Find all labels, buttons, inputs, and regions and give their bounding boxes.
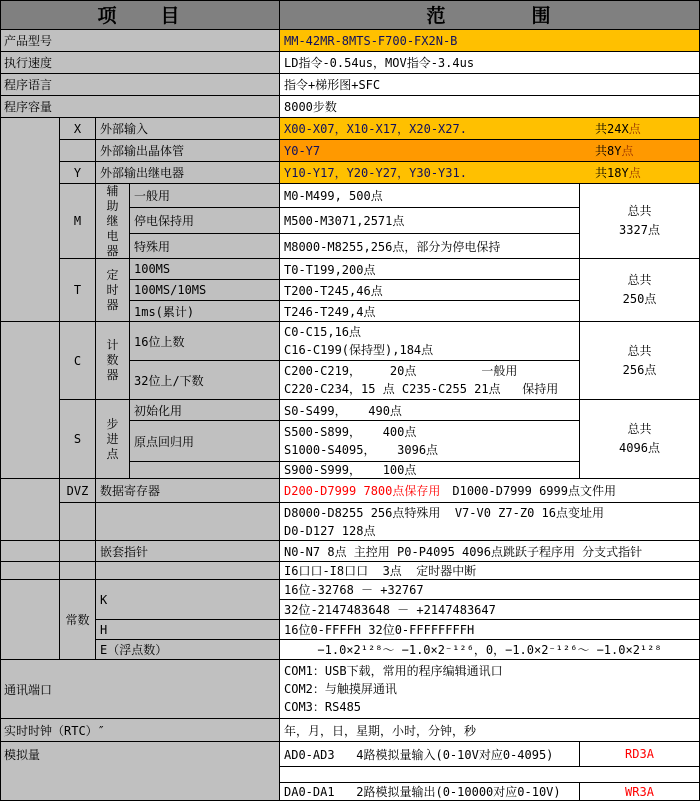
s-total: 总共 4096点 — [580, 400, 700, 479]
dvz-spacer-letter — [60, 503, 96, 541]
io-yt-count: 共8Y 点 — [595, 144, 634, 158]
dvz-label: 数据寄存器 — [96, 479, 280, 503]
io-x-label: 外部输入 — [96, 118, 280, 140]
s-row-1-value: S500-S899， 400点 S1000-S4095， 3096点 — [280, 421, 580, 462]
s-letter: S — [60, 400, 96, 479]
analog-ad-tag: RD3A — [580, 742, 700, 767]
program-capacity-value: 8000步数 — [280, 96, 700, 118]
m-vertical-label: 辅助继电器 — [106, 184, 119, 258]
m-vertical-label-cell — [96, 184, 130, 259]
s-row-1-label: 原点回归用 — [130, 421, 280, 462]
t-vertical-label: 定时器 — [106, 267, 119, 312]
t-vertical-label-cell — [96, 259, 130, 322]
constants-k-line2: 32位-2147483648 － +2147483647 — [280, 600, 700, 620]
pointer-label: 嵌套指针 — [96, 541, 280, 562]
spacer-col-f — [0, 580, 60, 660]
constants-k-line1: 16位-32768 － +32767 — [280, 580, 700, 600]
constants-h-value: 16位0-FFFFH 32位0-FFFFFFFFH — [280, 620, 700, 640]
m-total: 总共 3327点 — [580, 184, 700, 259]
program-language-value: 指令+梯形图+SFC — [280, 74, 700, 96]
io-x-value: X00-X07，X10-X17，X20-X27. — [284, 122, 467, 136]
io-y-letter: Y — [60, 162, 96, 184]
s-row-2-value: S900-S999， 100点 — [280, 462, 580, 479]
io-x-count: 共24X 点 — [595, 122, 641, 136]
analog-da-tag: WR3A — [580, 783, 700, 801]
io-x-value-cell — [280, 118, 700, 140]
rtc-value: 年，月，日，星期，小时，分钟，秒 — [280, 719, 700, 742]
io-y-label: 外部输出继电器 — [96, 162, 280, 184]
pointer-spacer-2 — [96, 562, 280, 580]
c-row-1-label: 32位上/下数 — [130, 361, 280, 400]
pointer-row-1-value: I6口口-I8口口 3点 定时器中断 — [280, 562, 700, 580]
t-row-1-value: T200-T245,46点 — [280, 280, 580, 301]
comm-value: COM1：USB下载，常用的程序编辑通讯口 COM2：与触摸屏通讯 COM3：RS485 — [280, 660, 700, 719]
spacer-col-b — [0, 322, 60, 479]
dvz-letter: DVZ — [60, 479, 96, 503]
program-language-label: 程序语言 — [0, 74, 280, 96]
analog-label: 模拟量 — [0, 742, 280, 801]
comm-label: 通讯端口 — [0, 660, 280, 719]
c-row-0-label: 16位上数 — [130, 322, 280, 361]
pointer-spacer-0 — [60, 541, 96, 562]
m-row-1-value: M500-M3071,2571点 — [280, 208, 580, 234]
constants-e-value: −1.0×2¹²⁸～ −1.0×2⁻¹²⁶，0，−1.0×2⁻¹²⁶～ −1.0×2¹²⁸ — [280, 640, 700, 660]
dvz-row-0-value — [280, 479, 700, 503]
spacer-col-c — [0, 479, 60, 541]
t-row-0-value: T0-T199,200点 — [280, 259, 580, 280]
c-row-0-value: C0-C15,16点 C16-C199(保持型),184点 — [280, 322, 580, 361]
exec-speed-label: 执行速度 — [0, 52, 280, 74]
io-y-value: Y10-Y17，Y20-Y27，Y30-Y31. — [284, 166, 467, 180]
io-yt-value: Y0-Y7 — [284, 143, 321, 158]
t-total: 总共 250点 — [580, 259, 700, 322]
header-item-cell: 项 目 — [0, 0, 280, 30]
dvz-row-1-value: D8000-D8255 256点特殊用 V7-V0 Z7-Z0 16点变址用 D0-D127 128点 — [280, 503, 700, 541]
io-yt-label: 外部输出晶体管 — [96, 140, 280, 162]
analog-ad-value: AD0-AD3 4路模拟量输入(0-10V对应0-4095) — [280, 742, 580, 767]
m-row-0-value: M0-M499, 500点 — [280, 184, 580, 208]
m-row-0-label: 一般用 — [130, 184, 280, 208]
analog-da-value: DA0-DA1 2路模拟量输出(0-10000对应0-10V) — [280, 783, 580, 801]
analog-blank-row — [280, 767, 700, 783]
dvz-red-text: D200-D7999 7800点保存用 — [284, 484, 441, 498]
s-row-2-label — [130, 462, 280, 479]
t-row-2-value: T246-T249,4点 — [280, 301, 580, 322]
s-row-0-label: 初始化用 — [130, 400, 280, 421]
rtc-label: 实时时钟（RTC）″ — [0, 719, 280, 742]
m-row-2-label: 特殊用 — [130, 234, 280, 259]
product-model-label: 产品型号 — [0, 30, 280, 52]
program-capacity-label: 程序容量 — [0, 96, 280, 118]
constants-k-label: K — [96, 580, 280, 620]
t-row-0-label: 100MS — [130, 259, 280, 280]
constants-h-label: H — [96, 620, 280, 640]
io-y-count: 共18Y 点 — [595, 166, 641, 180]
spacer-col-e — [0, 562, 60, 580]
t-row-2-label: 1ms(累计) — [130, 301, 280, 322]
exec-speed-value: LD指令-0.54us，MOV指令-3.4us — [280, 52, 700, 74]
s-row-0-value: S0-S499， 490点 — [280, 400, 580, 421]
s-vertical-label-cell — [96, 400, 130, 479]
dvz-black-text: D1000-D7999 6999点文件用 — [452, 484, 616, 498]
m-row-1-label: 停电保持用 — [130, 208, 280, 234]
spacer-col-a — [0, 118, 60, 322]
io-yt-letter — [60, 140, 96, 162]
product-model-value: MM-42MR-8MTS-F700-FX2N-B — [280, 30, 700, 52]
m-row-2-value: M8000-M8255,256点，部分为停电保持 — [280, 234, 580, 259]
io-y-value-cell — [280, 162, 700, 184]
c-total: 总共 256点 — [580, 322, 700, 400]
constants-e-label: E（浮点数） — [96, 640, 280, 660]
s-vertical-label: 步进点 — [106, 416, 119, 461]
t-row-1-label: 100MS/10MS — [130, 280, 280, 301]
t-letter: T — [60, 259, 96, 322]
pointer-spacer-1 — [60, 562, 96, 580]
spacer-col-d — [0, 541, 60, 562]
c-vertical-label-cell — [96, 322, 130, 400]
dvz-spacer-label — [96, 503, 280, 541]
constants-group-label: 常数 — [60, 580, 96, 660]
header-range-cell: 范 围 — [280, 0, 700, 30]
pointer-row-0-value: N0-N7 8点 主控用 P0-P4095 4096点跳跃子程序用 分支式指针 — [280, 541, 700, 562]
io-yt-value-cell — [280, 140, 700, 162]
c-vertical-label: 计数器 — [106, 338, 119, 382]
m-letter: M — [60, 184, 96, 259]
io-x-letter: X — [60, 118, 96, 140]
c-letter: C — [60, 322, 96, 400]
c-row-1-value: C200-C219， 20点 一般用 C220-C234，15 点 C235-C255 21点 保持用 — [280, 361, 580, 400]
